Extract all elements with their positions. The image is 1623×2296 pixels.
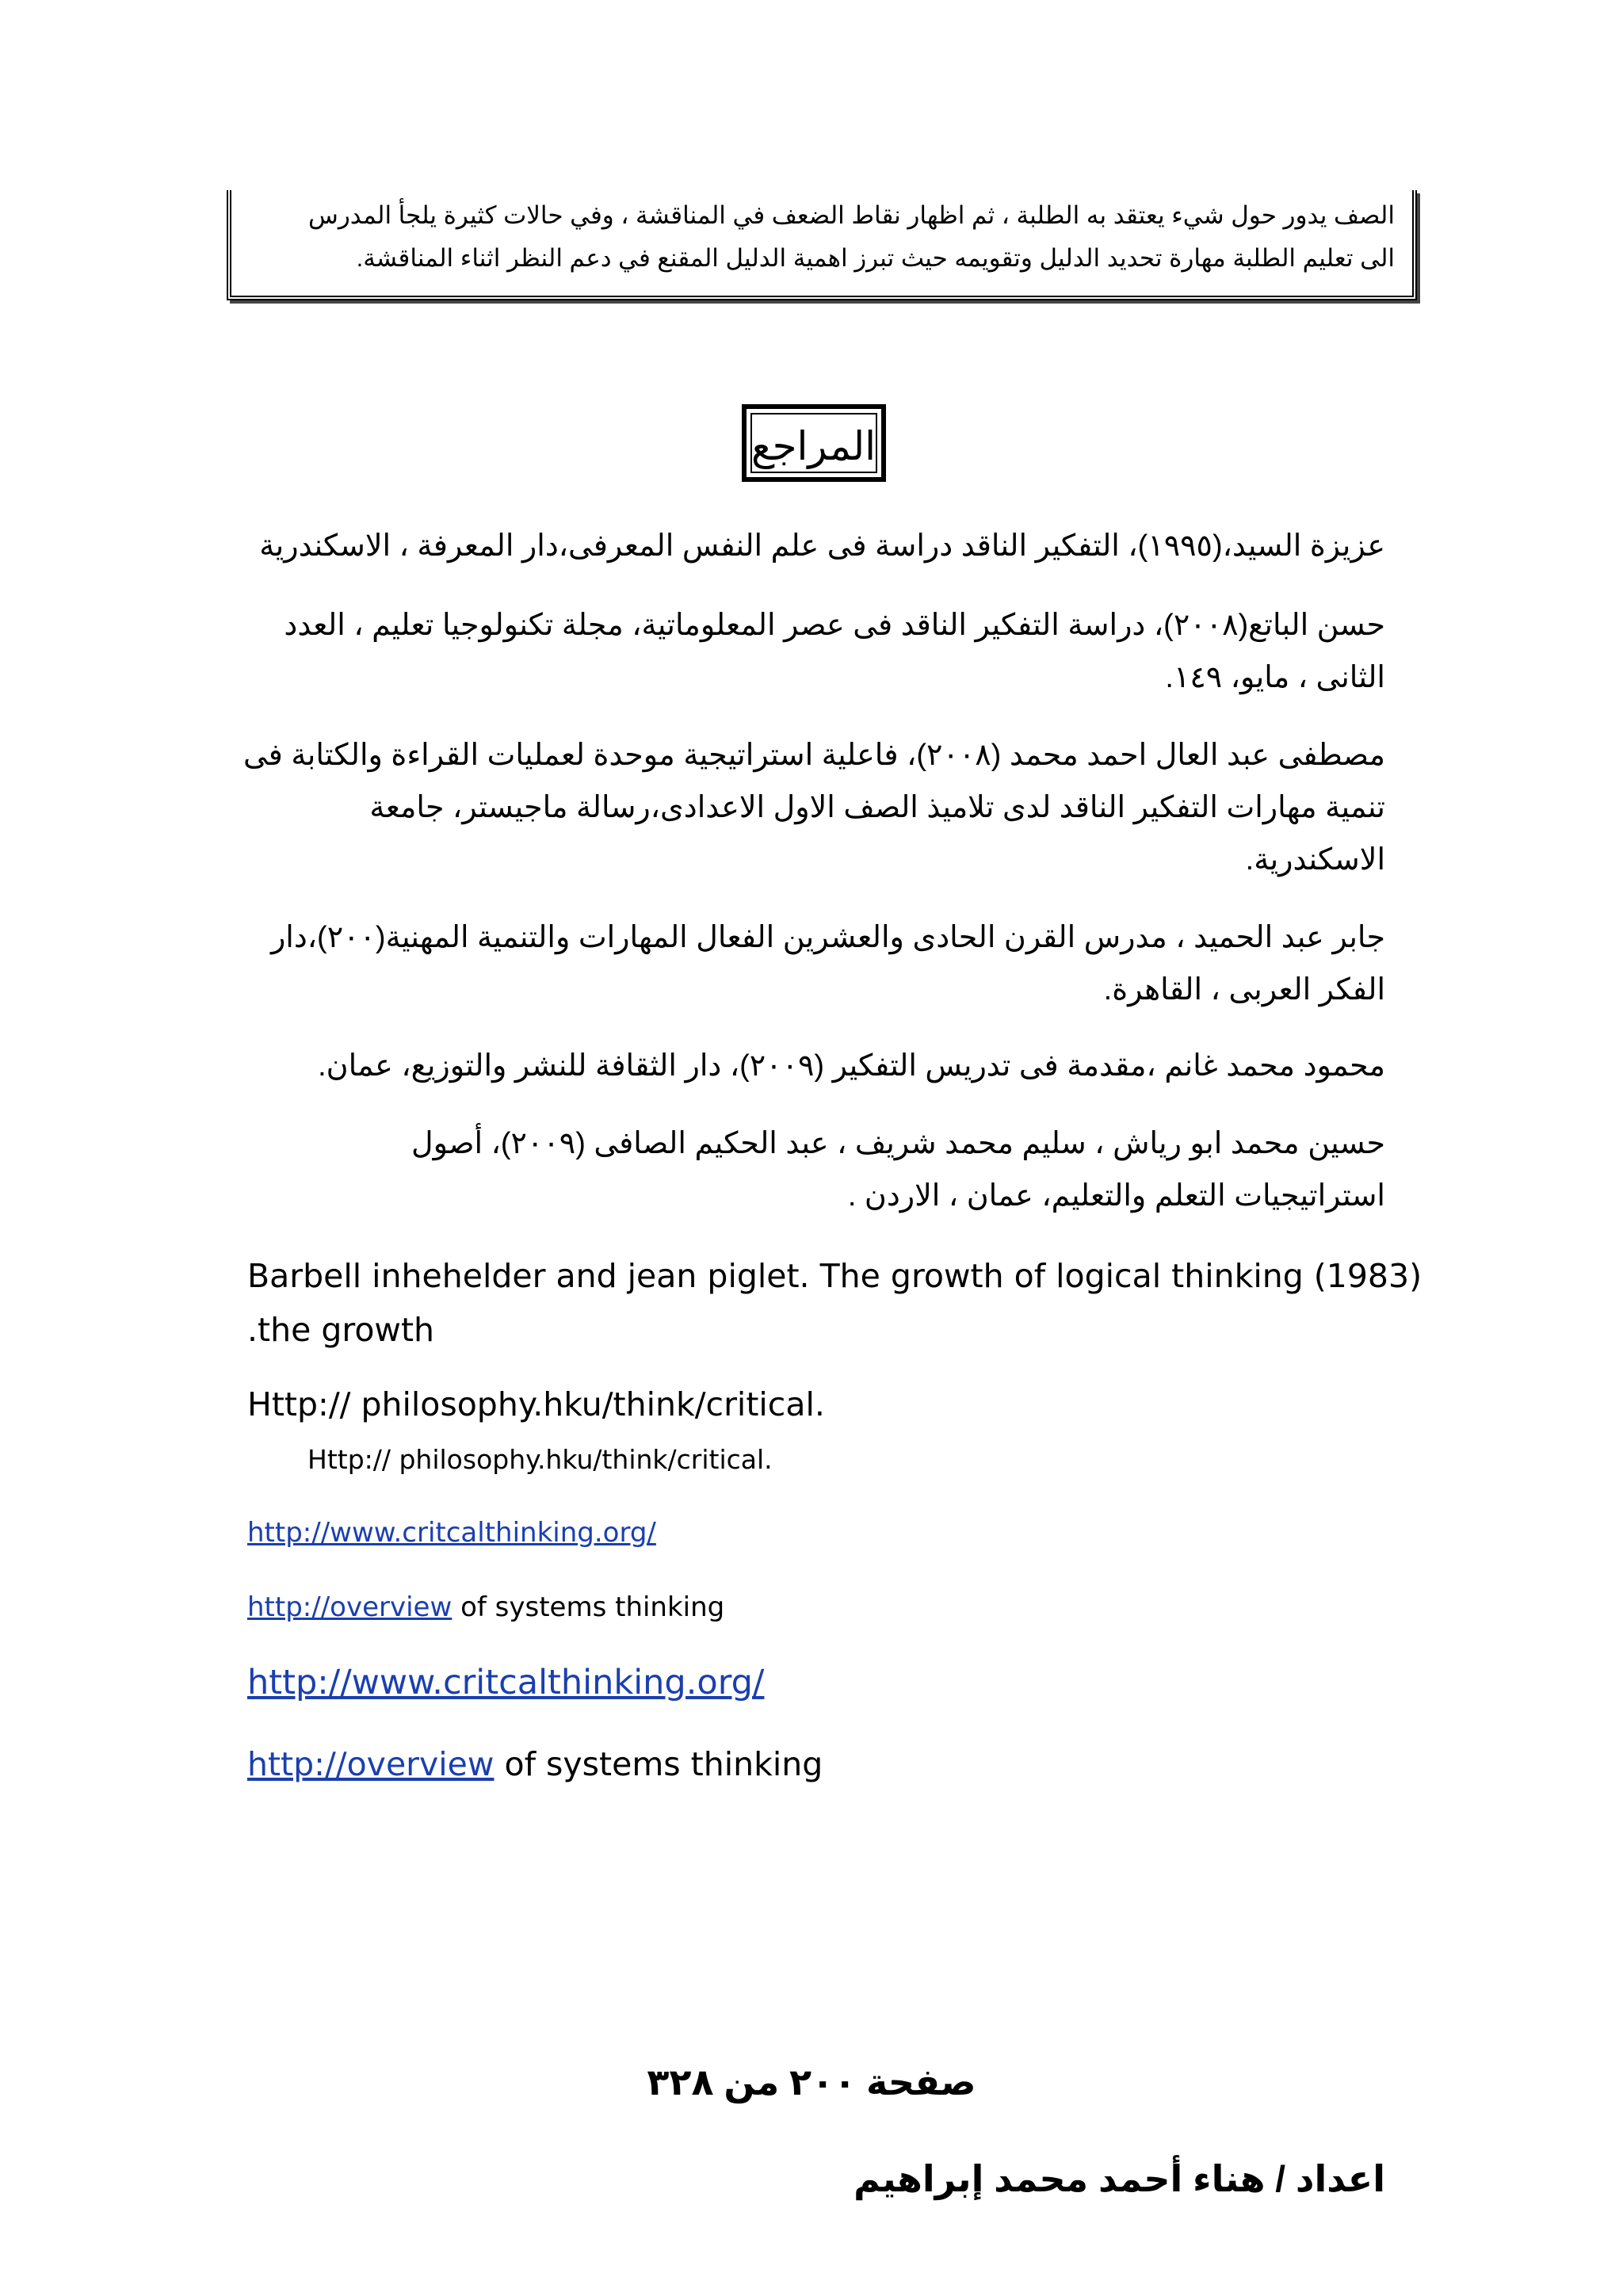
reference-line: جابر عبد الحميد ، مدرس القرن الحادى والعشرين الفعال المهارات والتنمية المهنية(٢٠٠)،دار — [270, 921, 1385, 954]
reference-line: .the growth — [247, 1311, 435, 1349]
reference-line: Barbell inhehelder and jean piglet. The growth of logical thinking (1983) — [247, 1257, 1423, 1295]
critical-thinking-link[interactable]: http://www.critcalthinking.org/ — [247, 1663, 765, 1702]
reference-philosophy-large: Http:// philosophy.hku/think/critical. — [247, 1385, 825, 1423]
reference-line: حسين محمد ابو رياش ، سليم محمد شريف ، عبد الحكيم الصافى (٢٠٠٩)، أصول — [411, 1127, 1385, 1160]
overview-text: of systems thinking — [494, 1745, 823, 1783]
reference-line: الثانى ، مايو، ١٤٩. — [1165, 661, 1385, 694]
reference-barbell — [247, 1249, 1422, 1357]
critical-thinking-link-small[interactable] — [247, 1517, 656, 1549]
reference-line: محمود محمد غانم ،مقدمة فى تدريس التفكير (٢٠٠٩)، دار الثقافة للنشر والتوزيع، عمان. — [318, 1049, 1385, 1083]
reference-line: استراتيجيات التعلم والتعليم، عمان ، الاردن . — [847, 1179, 1385, 1213]
reference-5 — [318, 1040, 1385, 1092]
critical-thinking-link[interactable]: http://www.critcalthinking.org/ — [247, 1517, 656, 1549]
reference-philosophy-small: Http:// philosophy.hku/think/critical. — [307, 1444, 773, 1475]
references-heading-frame — [742, 404, 886, 482]
author-credit: اعداد / هناء أحمد محمد إبراهيم — [854, 2158, 1385, 2199]
references-heading: المراجع — [750, 413, 877, 473]
overview-reference-small — [247, 1591, 724, 1623]
reference-line: تنمية مهارات التفكير الناقد لدى تلاميذ الصف الاول الاعدادى،رسالة ماجيستر، جامعة — [369, 791, 1385, 824]
reference-1 — [259, 520, 1385, 572]
reference-line: الاسكندرية. — [1245, 843, 1385, 877]
page-number: صفحة ٢٠٠ من ٣٢٨ — [647, 2061, 976, 2103]
reference-line: عزيزة السيد،(١٩٩٥)، التفكير الناقد دراسة فى علم النفس المعرفى،دار المعرفة ، الاسكندرية — [259, 529, 1385, 563]
overview-text: of systems thinking — [452, 1591, 725, 1623]
reference-2 — [284, 599, 1385, 704]
overview-reference-large — [247, 1745, 823, 1783]
overview-link[interactable]: http://overview — [247, 1591, 453, 1623]
reference-3 — [243, 729, 1385, 886]
reference-6 — [411, 1117, 1385, 1222]
reference-line: حسن الباتع(٢٠٠٨)، دراسة التفكير الناقد فى عصر المعلوماتية، مجلة تكنولوجيا تعليم ، العدد — [284, 609, 1385, 642]
excerpt-box — [227, 190, 1417, 300]
overview-link[interactable]: http://overview — [247, 1745, 495, 1783]
critical-thinking-link-large[interactable] — [247, 1663, 764, 1702]
reference-line: الفكر العربى ، القاهرة. — [1103, 973, 1385, 1007]
reference-4 — [271, 911, 1385, 1016]
excerpt-line-2: الى تعليم الطلبة مهارة تحديد الدليل وتقويمه حيث تبرز اهمية الدليل المقنع في دعم النظر اثناء المناقشة. — [356, 244, 1395, 272]
excerpt-line-1: الصف يدور حول شيء يعتقد به الطلبة ، ثم اظهار نقاط الضعف في المناقشة ، وفي حالات كثيرة يلجأ المدرس — [308, 201, 1395, 229]
reference-line: مصطفى عبد العال احمد محمد (٢٠٠٨)، فاعلية استراتيجية موحدة لعمليات القراءة والكتابة فى — [242, 739, 1385, 772]
